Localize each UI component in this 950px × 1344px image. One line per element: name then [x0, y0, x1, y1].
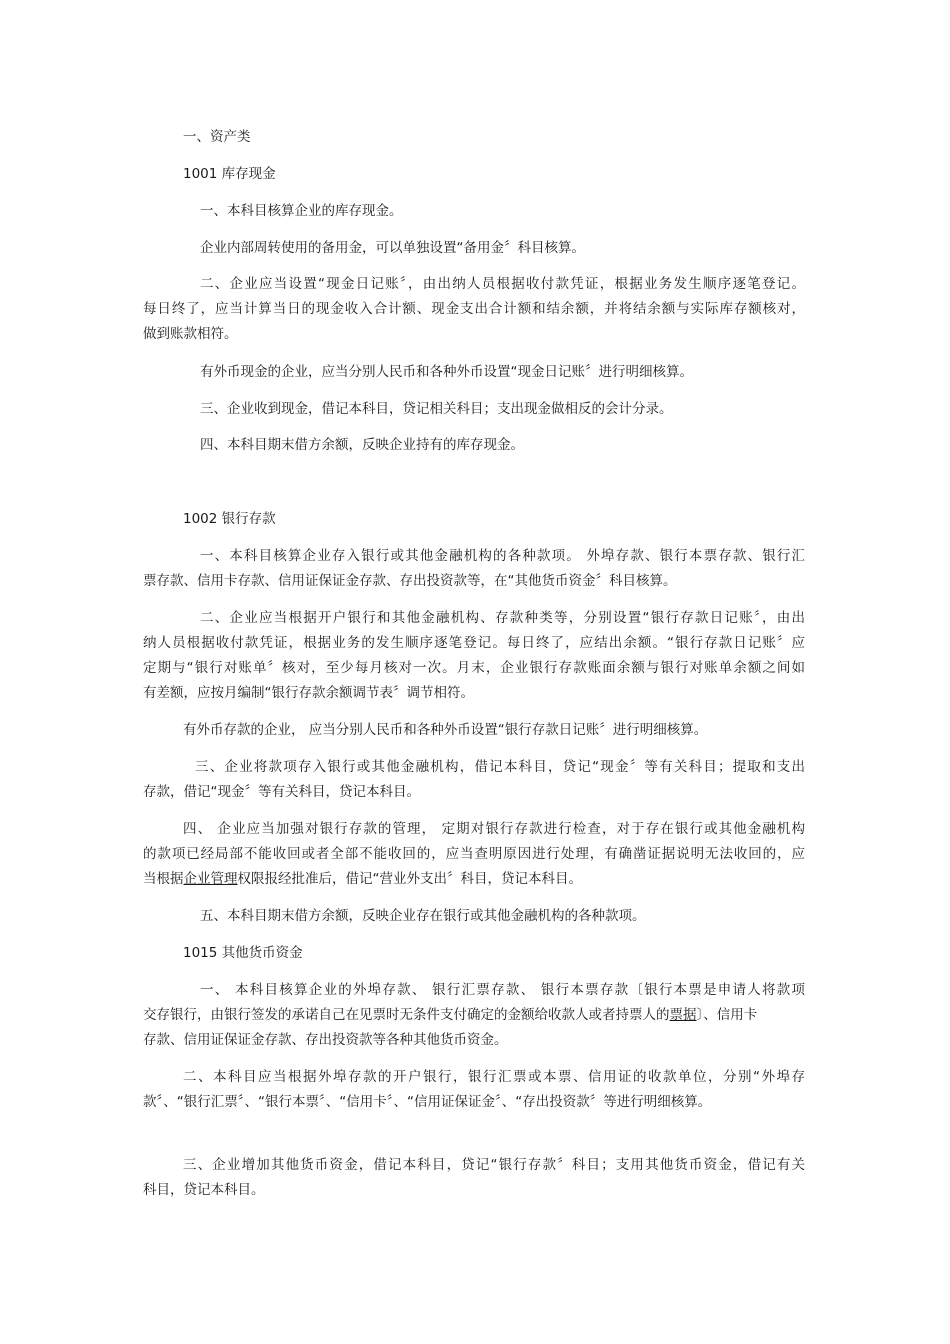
paragraph-line: 的款项已经局部不能收回或者全部不能收回的，应当查明原因进行处理，有确凿证据说明无法收回的，应: [143, 846, 805, 862]
account-title-1001: 1001 库存现金: [183, 166, 276, 182]
paragraph-line: 四、 企业应当加强对银行存款的管理， 定期对银行存款进行检查，对于存在银行或其他金融机构: [183, 821, 805, 837]
paragraph-line: 有差额，应按月编制“银行存款余额调节表〞调节相符。: [143, 685, 474, 701]
paragraph-line: 票存款、信用卡存款、信用证保证金存款、存出投资款等，在“其他货币资金〞科目核算。: [143, 573, 677, 589]
paragraph-line: 二、本科目应当根据外埠存款的开户银行，银行汇票或本票、信用证的收款单位，分别“外埠存: [183, 1069, 805, 1085]
paragraph: 有外币现金的企业，应当分别人民币和各种外币设置“现金日记账〞进行明细核算。: [200, 364, 693, 380]
paragraph-line: [143, 1006, 757, 1024]
paragraph: 企业内部周转使用的备用金，可以单独设置“备用金〞科目核算。: [200, 240, 585, 256]
paragraph-line: 款〞、“银行汇票〞、“银行本票〞、“信用卡〞、“信用证保证金〞、“存出投资款〞等进行明细核算。: [143, 1094, 712, 1110]
paragraph: 四、本科目期末借方余额，反映企业持有的库存现金。: [200, 437, 524, 453]
paragraph-line: 二、企业应当设置“现金日记账〞，由出纳人员根据收付款凭证，根据业务发生顺序逐笔登记。: [200, 276, 805, 292]
section-heading: 一、资产类: [183, 129, 251, 145]
text-run: 当根据: [143, 871, 184, 887]
paragraph: 有外币存款的企业， 应当分别人民币和各种外币设置“银行存款日记账〞进行明细核算。: [183, 722, 708, 738]
paragraph-line: 二、企业应当根据开户银行和其他金融机构、存款种类等，分别设置“银行存款日记账〞，由出: [200, 610, 805, 626]
enterprise-management-link[interactable]: 企业管理: [183, 871, 238, 887]
paragraph: 五、本科目期末借方余额，反映企业存在银行或其他金融机构的各种款项。: [200, 908, 646, 924]
paragraph-line: 一、本科目核算企业存入银行或其他金融机构的各种款项。 外埠存款、银行本票存款、银行汇: [200, 548, 805, 564]
paragraph-line: 三、企业将款项存入银行或其他金融机构，借记本科目，贷记“现金〞等有关科目；提取和支出: [195, 759, 805, 775]
text-run: 交存银行，由银行签发的承诺自己在见票时无条件支付确定的金额给收款人或者持票人的: [143, 1007, 670, 1023]
paragraph-line: 三、企业增加其他货币资金，借记本科目，贷记“银行存款〞科目；支用其他货币资金，借记有关: [183, 1157, 805, 1173]
account-title-1002: 1002 银行存款: [183, 511, 276, 527]
paragraph-line: 一、 本科目核算企业的外埠存款、 银行汇票存款、 银行本票存款〔银行本票是申请人将款项: [200, 982, 805, 998]
paragraph-line: 存款、信用证保证金存款、存出投资款等各种其他货币资金。: [143, 1032, 508, 1048]
account-title-1015: 1015 其他货币资金: [183, 945, 303, 961]
paragraph-line: 纳人员根据收付款凭证，根据业务的发生顺序逐笔登记。每日终了，应结出余额。“银行存款日记账〞应: [143, 635, 805, 651]
paragraph-line: 存款，借记“现金〞等有关科目，贷记本科目。: [143, 784, 420, 800]
paragraph: 一、本科目核算企业的库存现金。: [200, 203, 403, 219]
paragraph-line: 做到账款相符。: [143, 326, 238, 342]
bill-link[interactable]: 票据: [669, 1007, 697, 1023]
paragraph-line: 科目，贷记本科目。: [143, 1182, 265, 1198]
text-run: 〕、信用卡: [696, 1007, 758, 1023]
paragraph-line: 定期与“银行对账单〞核对，至少每月核对一次。月末，企业银行存款账面余额与银行对账单余额之间如: [143, 660, 805, 676]
paragraph: 三、企业收到现金，借记本科目，贷记相关科目；支出现金做相反的会计分录。: [200, 401, 673, 417]
paragraph-line: 每日终了，应当计算当日的现金收入合计额、现金支出合计额和结余额，并将结余额与实际库存额核对，: [143, 301, 805, 317]
paragraph-line: [143, 870, 582, 888]
text-run: 权限报经批准后，借记“营业外支出〞科目，贷记本科目。: [237, 871, 582, 887]
